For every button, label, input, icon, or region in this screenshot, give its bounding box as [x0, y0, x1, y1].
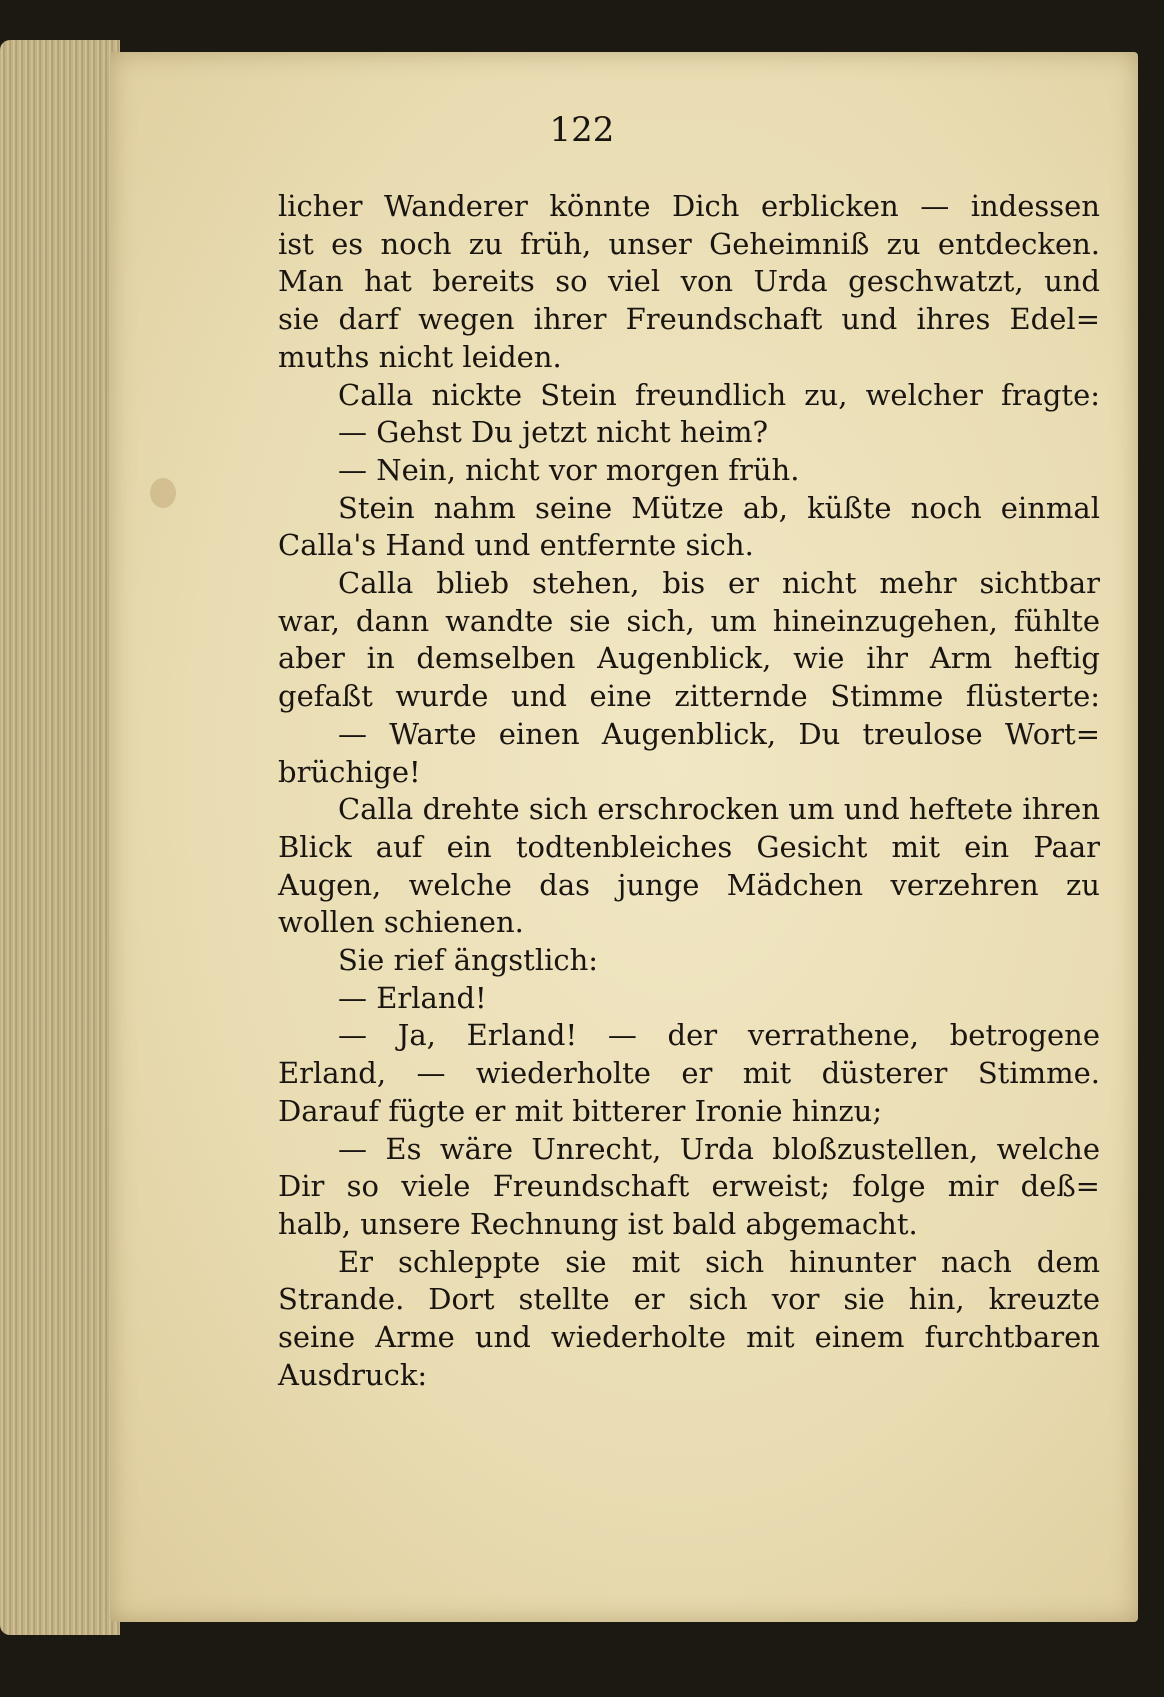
text-line: Stein nahm seine Mütze ab, küßte noch einmal [338, 490, 1100, 525]
text-line: licher Wanderer könnte Dich erblicken — indessen [278, 189, 1100, 223]
text-line: aber in demselben Augenblick, wie ihr Arm heftig [278, 641, 1100, 676]
text-line: Calla nickte Stein freundlich zu, welcher fragte: [338, 377, 1100, 412]
text-line: Augen, welche das junge Mädchen verzehren zu [278, 867, 1100, 902]
text-line: Sie rief ängstlich: [338, 943, 599, 978]
text-line: Calla blieb stehen, bis er nicht mehr sichtbar [338, 566, 1100, 601]
page-number: 122 [549, 110, 615, 150]
text-line: Blick auf ein todtenbleiches Gesicht mit ein Paar [278, 829, 1100, 864]
text-line: brüchige! [278, 754, 421, 789]
text-line: — Erland! [338, 980, 487, 1015]
text-line: Calla drehte sich erschrocken um und heftete ihren [338, 792, 1100, 827]
text-line: — Gehst Du jetzt nicht heim? [338, 415, 768, 450]
paper-stain [150, 478, 176, 508]
text-line: Er schleppte sie mit sich hinunter nach dem [338, 1244, 1100, 1279]
text-line: seine Arme und wiederholte mit einem furchtbaren [278, 1320, 1100, 1355]
text-line: ist es noch zu früh, unser Geheimniß zu entdecken. [278, 226, 1100, 261]
text-line: — Ja, Erland! — der verrathene, betrogene [338, 1018, 1100, 1053]
page-edges [0, 40, 120, 1635]
text-line: — Warte einen Augenblick, Du treulose Wort= [338, 716, 1100, 751]
text-line: Strande. Dort stellte er sich vor sie hin, kreuzte [278, 1282, 1100, 1317]
text-line: — Nein, nicht vor morgen früh. [338, 452, 800, 487]
text-line: wollen schienen. [278, 905, 524, 940]
text-line: Man hat bereits so viel von Urda geschwatzt, und [278, 264, 1100, 299]
text-line: Erland, — wiederholte er mit düsterer Stimme. [278, 1056, 1100, 1091]
text-line: Ausdruck: [278, 1357, 428, 1392]
text-line: halb, unsere Rechnung ist bald abgemacht. [278, 1206, 918, 1241]
body-text [278, 188, 1100, 1395]
text-line: Calla's Hand und entfernte sich. [278, 528, 754, 563]
text-line: — Es wäre Unrecht, Urda bloßzustellen, welche [338, 1131, 1100, 1166]
text-line: Darauf fügte er mit bitterer Ironie hinzu; [278, 1093, 883, 1128]
text-line: gefaßt wurde und eine zitternde Stimme flüsterte: [278, 679, 1100, 714]
text-line: sie darf wegen ihrer Freundschaft und ihres Edel= [278, 302, 1100, 337]
text-line: war, dann wandte sie sich, um hineinzugehen, fühlte [278, 603, 1100, 638]
text-line: muths nicht leiden. [278, 339, 562, 374]
text-line: Dir so viele Freundschaft erweist; folge mir deß= [278, 1169, 1100, 1204]
